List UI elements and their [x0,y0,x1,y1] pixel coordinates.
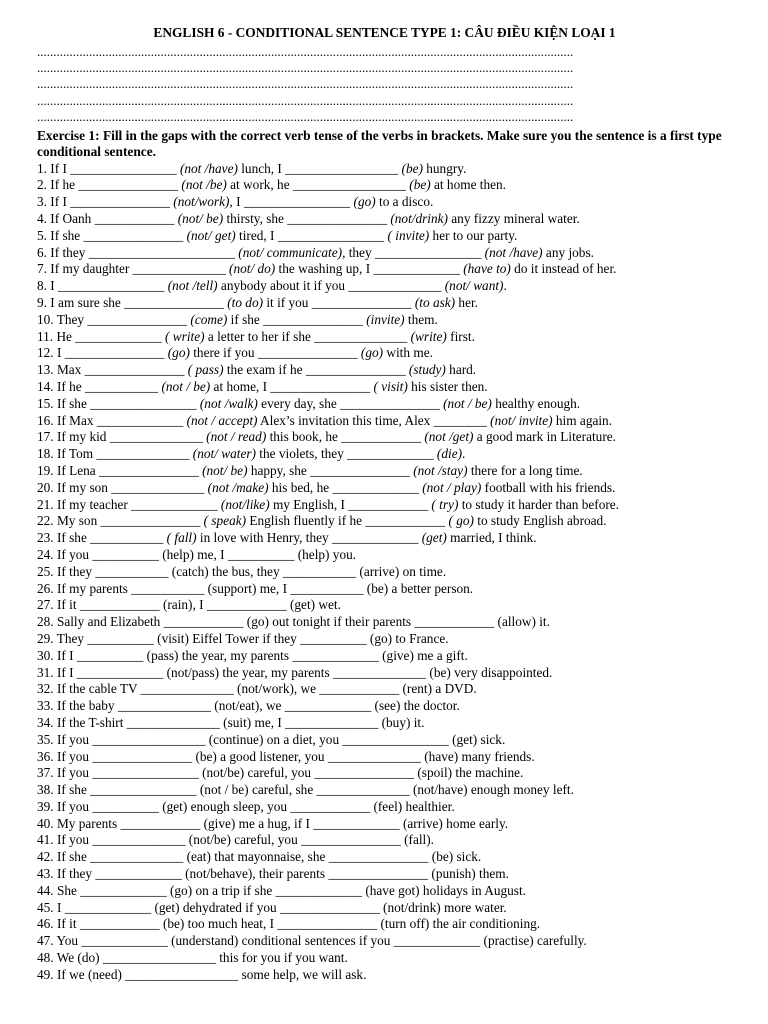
exercise-item [37,261,732,278]
exercise-item [37,631,732,648]
item-text: 4. If Oanh ____________ [37,211,178,226]
verb-hint: (be) [409,177,431,193]
item-text: 18. If Tom ______________ [37,446,193,462]
dotted-line: ..................................................................................................................................................................... [37,60,574,76]
verb-hint: (get) [421,530,447,546]
verb-hint: ( visit) [373,378,408,394]
item-text: thirsty, she _______________ [223,211,391,226]
item-text: 17. If my kid ______________ [37,429,207,445]
item-text: 37. If you ________________ (not/be) careful, you _______________ (spoil) the machine. [37,765,524,781]
item-text: 9. I am sure she _______________ [37,294,228,310]
exercise-item [37,177,732,194]
item-text: 44. She _____________ (go) on a trip if she _____________ (have got) holidays in August. [37,882,526,898]
item-text: him again. [552,412,613,428]
item-text: 19. If Lena _______________ [37,462,203,478]
item-text: 49. If we (need) _________________ some help, we will ask. [37,966,367,982]
item-text: 26. If my parents ___________ (support) me, I ___________ (be) a better person. [37,580,474,596]
exercise-item [37,446,732,463]
verb-hint: (go) [167,345,190,361]
verb-hint: (to ask) [414,294,456,310]
verb-hint: (not/ be) [202,462,248,478]
verb-hint: (not /be) [181,177,227,193]
exercise-item [37,950,732,967]
verb-hint: (not/ invite) [490,412,553,428]
item-text: a letter to her if she ______________ [204,328,411,344]
item-text: with me. [383,345,433,361]
verb-hint: (not /walk) [199,395,258,411]
exercise-item [37,933,732,950]
verb-hint: (come) [190,311,228,327]
exercise-item [37,665,732,682]
verb-hint: (not/ get) [186,227,236,243]
item-text: it if you _______________ [263,294,415,310]
verb-hint: (not/like) [220,496,270,512]
item-text: a good mark in Literature. [473,429,616,445]
item-text: tired, I ________________ [235,227,388,243]
item-text: 5. If she _______________ [37,227,187,243]
verb-hint: (be) [401,160,423,176]
item-text: 27. If it ____________ (rain), I ____________ (get) wet. [37,597,341,613]
item-text: the washing up, I _____________ [275,261,464,277]
item-text: hungry. [422,160,467,176]
item-text: the exam if he _______________ [223,362,409,378]
exercise-item [37,832,732,849]
exercise-item [37,866,732,883]
item-text: this book, he ____________ [266,429,425,445]
item-text: 12. I _______________ [37,345,168,361]
verb-hint: (not /get) [424,429,474,445]
verb-hint: ( speak) [203,513,247,529]
item-text: at home, I _______________ [210,378,374,394]
exercise-item [37,816,732,833]
item-text: if she _______________ [227,311,367,327]
item-text: 23. If she ___________ [37,530,167,546]
item-text: 3. If I _______________ [37,194,174,210]
verb-hint: (not /make) [207,479,269,495]
item-text: the violets, they _____________ [255,446,437,462]
exercise-item [37,597,732,614]
item-text: 1. If I ________________ [37,160,180,176]
item-text: to a disco. [375,194,434,210]
verb-hint: (to do) [227,294,264,310]
verb-hint: (not /stay) [413,462,468,478]
exercise-item [37,245,732,262]
item-text: 29. They __________ (visit) Eiffel Tower if they __________ (go) to France. [37,630,449,646]
item-text: 42. If she ______________ (eat) that mayonnaise, she _______________ (be) sick. [37,849,482,865]
exercise-item [37,715,732,732]
verb-hint: (have to) [463,261,511,277]
item-text: 45. I _____________ (get) dehydrated if you _______________ (not/drink) more water. [37,899,507,915]
item-text: 28. Sally and Elizabeth ____________ (go) out tonight if their parents ____________ (allow) it. [37,614,550,630]
exercise-item [37,883,732,900]
item-text: 46. If it ____________ (be) too much heat, I _______________ (turn off) the air conditioning. [37,916,541,932]
item-text: at work, he _________________ [226,177,410,193]
item-text: 21. If my teacher _____________ [37,496,221,512]
item-text: his sister then. [407,378,488,394]
verb-hint: ( go) [448,513,474,529]
exercise-item [37,900,732,917]
exercise-item [37,749,732,766]
exercise-item [37,194,732,211]
exercise-item [37,547,732,564]
exercise-item [37,497,732,514]
item-text: Alex’s invitation this time, Alex ________ [257,412,491,428]
dotted-line: ..................................................................................................................................................................... [37,108,574,124]
item-text: healthy enough. [491,395,581,411]
verb-hint: (not/work) [173,194,230,210]
item-text: her. [455,294,478,310]
item-text: , they ________________ [342,244,485,260]
verb-hint: ( try) [431,496,459,512]
verb-hint: (not /have) [484,244,543,260]
exercise-item [37,698,732,715]
item-text: in love with Henry, they _____________ [196,530,422,546]
item-text: do it instead of her. [510,261,617,277]
verb-hint: ( write) [165,328,205,344]
verb-hint: (not/ water) [192,446,256,462]
verb-hint: (not / accept) [186,412,258,428]
exercise-item [37,463,732,480]
verb-hint: (not / read) [206,429,267,445]
item-text: 34. If the T-shirt ______________ (suit) me, I ______________ (buy) it. [37,714,425,730]
exercise-list [37,161,732,984]
exercise-item [37,480,732,497]
exercise-instruction: Exercise 1: Fill in the gaps with the correct verb tense of the verbs in brackets. Make sure you the sentence is a first type conditional sentence. [37,128,722,160]
verb-hint: (not / be) [443,395,492,411]
dotted-line: ..................................................................................................................................................................... [37,92,574,108]
exercise-item [37,849,732,866]
verb-hint: (not/drink) [390,211,448,226]
exercise-item [37,732,732,749]
exercise-item [37,161,732,178]
worksheet-title: ENGLISH 6 - CONDITIONAL SENTENCE TYPE 1: CÂU ĐIỀU KIỆN LOẠI 1 [153,25,616,40]
verb-hint: (go) [353,194,376,210]
item-text: 13. Max _______________ [37,362,188,378]
item-text: 8. I ________________ [37,278,168,294]
item-text: 24. If you __________ (help) me, I __________ (help) you. [37,546,357,562]
item-text: my English, I ____________ [269,496,432,512]
item-text: married, I think. [446,530,537,546]
item-text: 43. If they _____________ (not/behave), their parents _______________ (punish) them. [37,866,509,882]
item-text: . [462,446,466,462]
item-text: English fluently if he ____________ [246,513,449,529]
item-text: 25. If they ___________ (catch) the bus, they ___________ (arrive) on time. [37,563,447,579]
item-text: any fizzy mineral water. [447,211,580,226]
item-text: 36. If you _______________ (be) a good listener, you ______________ (have) many friends. [37,748,535,764]
verb-hint: ( invite) [387,227,430,243]
exercise-item [37,362,732,379]
item-text: 20. If my son ______________ [37,479,208,495]
item-text: 47. You _____________ (understand) conditional sentences if you _____________ (practise) carefully. [37,933,587,949]
item-text: 33. If the baby ______________ (not/eat), we _____________ (see) the doctor. [37,698,460,714]
exercise-item [37,379,732,396]
verb-hint: (die) [436,446,463,462]
exercise-item [37,329,732,346]
exercise-item [37,765,732,782]
item-text: 10. They _______________ [37,311,191,327]
exercise-item [37,295,732,312]
verb-hint: (not/ do) [229,261,276,277]
exercise-item [37,312,732,329]
exercise-item [37,228,732,245]
item-text: 39. If you __________ (get) enough sleep, you ____________ (feel) healthier. [37,798,455,814]
item-text: . [503,278,507,294]
verb-hint: (not / play) [422,479,482,495]
verb-hint: (not /have) [179,160,238,176]
exercise-item [37,782,732,799]
exercise-item [37,211,732,228]
item-text: 35. If you _________________ (continue) on a diet, you ________________ (get) sick. [37,731,506,747]
item-text: 38. If she ________________ (not / be) careful, she ______________ (not/have) enough money left. [37,782,574,798]
item-text: to study English abroad. [473,513,607,529]
exercise-item [37,278,732,295]
exercise-item [37,916,732,933]
verb-hint: (go) [360,345,384,361]
item-text: happy, she _______________ [247,462,414,478]
exercise-item [37,396,732,413]
exercise-item [37,681,732,698]
item-text: every day, she _______________ [257,395,444,411]
exercise-item [37,648,732,665]
item-text: 41. If you ______________ (not/be) careful, you _______________ (fall). [37,832,434,848]
item-text: 6. If they ______________________ [37,244,239,260]
item-text: at home then. [430,177,507,193]
exercise-item [37,614,732,631]
item-text: 31. If I _____________ (not/pass) the year, my parents ______________ (be) very disappointed. [37,664,553,680]
verb-hint: ( pass) [187,362,224,378]
item-text: football with his friends. [481,479,616,495]
verb-hint: ( fall) [166,530,197,546]
item-text: 11. He _____________ [37,328,166,344]
verb-hint: (invite) [366,311,405,327]
item-text: there for a long time. [467,462,583,478]
dotted-line: ..................................................................................................................................................................... [37,76,574,92]
item-text: lunch, I _________________ [237,160,402,176]
exercise-item [37,799,732,816]
verb-hint: (study) [408,362,446,378]
exercise-item [37,967,732,984]
item-text: hard. [445,362,477,378]
item-text: to study it harder than before. [458,496,619,512]
item-text: her to our party. [429,227,518,243]
verb-hint: (write) [410,328,447,344]
dotted-lines [37,44,732,125]
exercise-item [37,413,732,430]
item-text: 7. If my daughter ______________ [37,261,230,277]
item-text: his bed, he _____________ [268,479,423,495]
exercise-item [37,345,732,362]
verb-hint: (not /tell) [167,278,218,294]
item-text: 30. If I __________ (pass) the year, my parents _____________ (give) me a gift. [37,647,468,663]
item-text: 15. If she ________________ [37,395,200,411]
verb-hint: (not/ communicate) [238,244,343,260]
item-text: 40. My parents ____________ (give) me a hug, if I _____________ (arrive) home early. [37,815,509,831]
exercise-item [37,581,732,598]
dotted-line: ..................................................................................................................................................................... [37,44,574,59]
exercise-item [37,429,732,446]
item-text: any jobs. [542,244,594,260]
item-text: 48. We (do) _________________ this for you if you want. [37,950,348,966]
item-text: 22. My son _______________ [37,513,204,529]
item-text: , I ________________ [229,194,354,210]
exercise-item [37,530,732,547]
exercise-item [37,564,732,581]
item-text: 16. If Max _____________ [37,412,187,428]
item-text: anybody about it if you ______________ [217,278,445,294]
item-text: 2. If he _______________ [37,177,182,193]
item-text: 32. If the cable TV ______________ (not/work), we ____________ (rent) a DVD. [37,681,477,697]
item-text: there if you _______________ [189,345,361,361]
exercise-item [37,513,732,530]
verb-hint: (not / be) [161,378,211,394]
item-text: 14. If he ___________ [37,378,162,394]
verb-hint: (not/ be) [177,211,224,226]
item-text: them. [404,311,438,327]
item-text: first. [446,328,475,344]
verb-hint: (not/ want) [444,278,504,294]
